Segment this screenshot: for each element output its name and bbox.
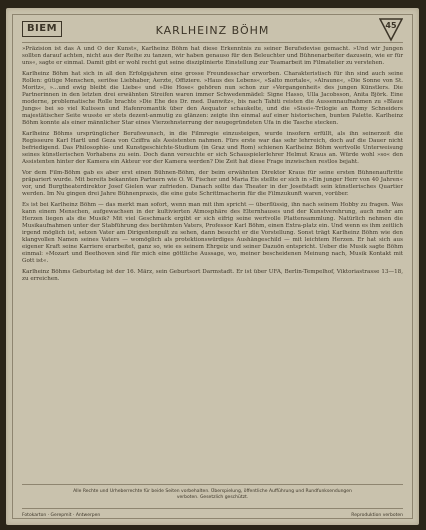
card-number: 45 <box>385 21 397 30</box>
paragraph: Es ist bei Karlheinz Böhm — das merkt man sofort, wenn man mit ihm spricht — überflüssig, ihn nach seinem Hobby zu fragen. Was kann einem Menschen, aufgewachsen in der kultivierten Atmosphäre des Elternhauses und der Kunstverehrung, auch mehr am Herzen liegen als die Musik? Mit viel Geschmack ergibt er sich eifrig seine wertvolle Plattensammlung. Natürlich nehmen die Musikaufnahmen unter der Stabführung des berühmten Vaters, Professor Karl Böhm, einen Extra-platz ein. Und wenn es ihm zeitlich irgend möglich ist, setzen Vater am Dirigentenpult zu sehen, dann besucht er die Vorstellung. Sonst trägt Karlheinz Böhm wie den klangvollen Namen seines Vaters — womöglich als protektionswürdiges Aushängeschild — mit leichtem Herzen. Er hat sich aus eigener Kraft seine Karriere erarbeitet, ganz so, wie es seinem Ehrgeiz und seiner Dazuön entspricht. Ueber die Musik sagte Böhm einmal: »Mozart und Beethoven sind für mich eine göttliche Aussage, wo, meiner bescheidenen Meinung nach, Musik Kontakt mit Gott ist«. <box>22 202 403 264</box>
paragraph: Vor dem Film-Böhm gab es aber erst einen Bühnen-Böhm, der beim erwähnten Direktor Kraus für seine ersten Bühnenauftritte präpariert wurde. Mit bereits bekannten Partnern wie O. W. Fischer und Maria Eis stellte er sich in »Ein junger Herr von 40 Jahren« vor, und Burgtheaterdirektor Josef Gielen war zufrieden. Danach sollte das Theater in der Josefstadt sein künstlerisches Quartier werden. Im Nu gingen drei Jahre Bühnenpraxis, die eine gute Schrittmacherin für die Filmzukunft waren, vorüber. <box>22 170 403 197</box>
card-number-badge <box>379 18 403 42</box>
page-title: KARLHEINZ BÖHM <box>155 24 270 37</box>
copyright-notice: Alle Rechte und Urheberrechte für beide Seiten vorbehalten. Überspielung, öffentliche Aufführung und Rundfunksendungen verboten. Gesetzlich geschützt. <box>73 489 352 500</box>
paragraph: »Präzision ist das A und O der Kunst«, Karlheinz Böhm hat diese Erkenntnis zu seiner Berufsdevise gemacht. »Und wir Jungen sollten darauf achten, nicht aus der Reihe zu tanzen, wir haben genauso für den Beleuchter und Bühnenarbeiter dazusein, wie er für uns«, sagte er einmal. Damit gibt er wohl recht gut seine disziplinierte Einstellung zur Teamarbeit im Filmatelier zu verstehen. <box>22 46 403 66</box>
card-footer <box>22 513 403 519</box>
biography-text <box>22 46 403 287</box>
header-divider <box>22 42 403 43</box>
paragraph: Karlheinz Böhms Geburtstag ist der 16. März, sein Geburtsort Darmstadt. Er ist über UFA, Berlin-Tempelhof, Viktoriastrasse 13—18, zu erreichen. <box>22 269 403 282</box>
paragraph: Karlheinz Böhm hat sich in all den Erfolgsjahren eine grosse Freundesschar erworben. Charakteristisch für ihn sind auch seine Rollen: gütige Menschen, seriöse Liebhaber, Aerzte, Offiziere. »Haus des Lebens«, »Salto mortale«, »Alraune«, »Die Sonne von St. Moritz«, »...und ewig bleibt die Liebe« und »Die Hose« gehören nun schon zur »Vergangenheit« des jungen Künstlers. Die Partnerinnen in den letzten drei erwähnten Streifen waren immer Schwedenmädel: Signe Hasso, Ulla Jacobsson, Anita Björk. Eine moderne, problematische Rolle brachte »Die Ehe des Dr. med. Danwitz«, bis nach Tahiti reisten die Aussennaufnahmen zu »Blaue Jungs« bei so viel Kulissen und Hafenromantik über den Aequator schaukelte, und die »Sissi«-Trilogie an Romy Schneiders majestätischer Seite wusste er stets dezent-anmutig zu glänzen: zeigte ihn einmal auf einer historischen, bunten Palette. Karlheinz Böhm konnte als einer männlicher Star eines Vierzehnsterrung der neugegründeten Ufa in die Tasche stecken. <box>22 71 403 126</box>
footer-divider <box>22 484 403 485</box>
reproduction-notice: Reproduktion verboten <box>351 513 403 518</box>
biem-badge: BIEM <box>22 21 62 37</box>
postcard <box>6 8 419 525</box>
card-header <box>22 21 403 39</box>
paragraph: Karlheinz Böhms ursprünglicher Berufswunsch, in die Filmregie einzusteigen, wurde insofern erfüllt, als ihn seinerzeit die Regisseure Karl Hartl und Geza von Cziffra als Assistenten nahmen. Fürs erste war das sehr lehrreich, doch auf die Dauer nicht befriedigend. Das Philosophie- und Kunstgeschichte-Studium (in Graz und Rom) schienen Karlheinz Böhm wertvolle Unterweisung seines künstlerischen Vorhabens zu sein. Doch dann versuchte er sich Schauspielerlehrer Helmut Kraus an. Würde wohl »so« den Assistenten hinter der Kamera ein Akteur vor der Kamera werden? Die Zeit hat diese Frage inzwischen restlos bejaht. <box>22 131 403 165</box>
bottom-divider <box>22 508 403 509</box>
publisher-credit: Fotokarton · Gerepmit · Antwerpen <box>22 513 101 518</box>
